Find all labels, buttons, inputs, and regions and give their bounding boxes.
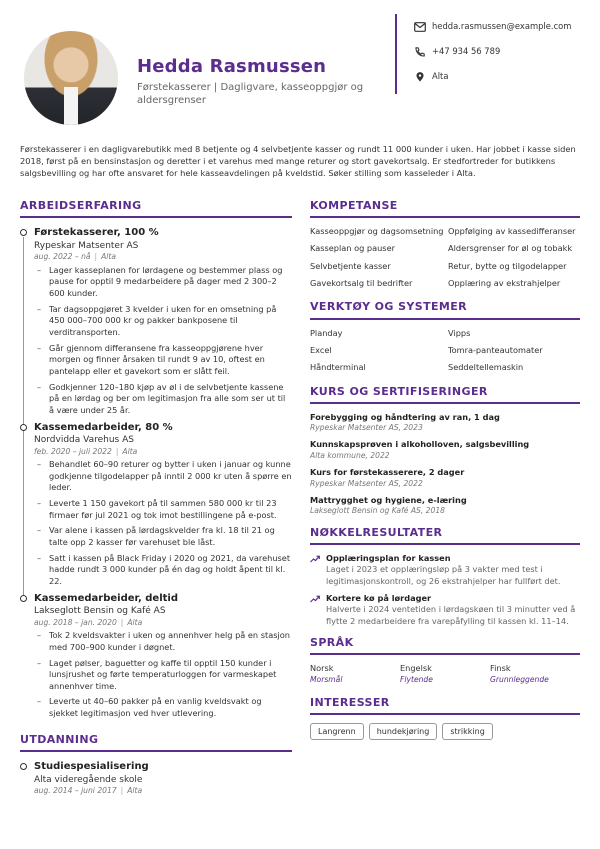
trend-up-icon	[310, 595, 320, 603]
right-column	[310, 198, 580, 740]
trend-up-icon	[310, 555, 320, 563]
experience-heading: ARBEIDSERFARING	[20, 198, 292, 218]
job-company: Rypeskar Matsenter AS	[34, 240, 139, 251]
skills-heading: KOMPETANSE	[310, 198, 580, 218]
result-title: Kortere kø på lørdager	[326, 592, 432, 603]
job-bullet: – Satt i kassen på Black Friday i 2020 og 2021, da varehuset hadde rundt 3 000 kunder på én dag og holdt åpent til kl. 22.	[34, 553, 292, 588]
course-provider: Rypeskar Matsenter AS, 2023	[310, 423, 423, 433]
job-title: Kassemedarbeider, 80 %	[34, 421, 173, 433]
job-bullet: – Behandlet 60–90 returer og bytter i uken i januar og kunne godkjenne tilgodelapper på inntil 2 000 kr uten å spørre en leder.	[34, 459, 292, 494]
language-name: Finsk	[490, 663, 511, 674]
phone-text: +47 934 56 789	[432, 46, 501, 56]
education-school: Alta videregående skole	[34, 774, 143, 785]
tool-item: Tomra-panteautomater	[448, 344, 543, 355]
job-bullet: – Lager kasseplanen for lørdagene og bestemmer plass og pause for opptil 9 medarbeidere på dager med 2 300–2 600 kunder.	[34, 265, 292, 300]
language-name: Norsk	[310, 663, 334, 674]
timeline-dot	[20, 229, 27, 236]
language-level: Morsmål	[310, 674, 343, 684]
interest-tag: strikking	[442, 723, 492, 740]
result-item	[310, 593, 580, 628]
job-bullets	[34, 265, 292, 417]
tool-item: Vipps	[448, 327, 471, 338]
person-name: Hedda Rasmussen	[137, 56, 327, 77]
tools-heading: VERKTØY OG SYSTEMER	[310, 299, 580, 319]
job-meta: aug. 2018 – jan. 2020 | Alta	[34, 617, 143, 627]
job-entry	[20, 226, 292, 416]
languages-list	[310, 663, 580, 685]
job-bullet: – Var alene i kassen på lørdagskvelder fra kl. 18 til 21 og talte opp 2 kasser før varehuset ble låst.	[34, 525, 292, 548]
timeline-line	[23, 432, 24, 598]
job-company: Nordvidda Varehus AS	[34, 435, 134, 446]
tools-list	[310, 328, 580, 374]
course-title: Kurs for førstekasserere, 2 dager	[310, 467, 465, 478]
timeline-dot	[20, 763, 27, 770]
course-provider: Rypeskar Matsenter AS, 2022	[310, 478, 423, 488]
interest-tag: hundekjøring	[369, 723, 438, 740]
results-list	[310, 553, 580, 627]
location-pin-icon	[414, 72, 426, 82]
job-location: Alta	[122, 446, 138, 456]
result-description: Laget i 2023 et opplæringsløp på 3 vakter med test i legitimasjonskontroll, og 26 ekstrahjelper har fullført det.	[326, 564, 561, 586]
tool-item: Planday	[310, 327, 343, 338]
job-entry	[20, 592, 292, 720]
skill-item: Oppfølging av kassedifferanser	[448, 226, 576, 237]
courses-list	[310, 412, 580, 517]
interest-tag: Langrenn	[310, 723, 364, 740]
job-entry	[20, 421, 292, 588]
timeline-line	[23, 237, 24, 433]
job-bullets	[34, 630, 292, 719]
skill-item: Selvbetjente kasser	[310, 260, 391, 271]
language-item	[400, 663, 490, 685]
course-provider: Lakseglott Bensin og Kafé AS, 2018	[310, 506, 446, 516]
job-bullet: – Går gjennom differansene fra kasseoppgjørene hver morgen og finner årsaken til rundt 9 av 10, oftest en pantelapp eller et gavekort som er slått feil.	[34, 343, 292, 378]
skill-item: Aldersgrenser for øl og tobakk	[448, 243, 573, 254]
language-name: Engelsk	[400, 663, 432, 674]
course-item	[310, 412, 580, 434]
profile-summary: Førstekasserer i en dagligvarebutikk med 8 betjente og 4 selvbetjente kasser og rundt 11 000 kunder i uken. Har jobbet i kasse siden 2018, først på en bensinstasjon og deretter i et varehus med mange returer og stort gavekortsalg. Er stedfortreder for butikkens salgsbevilling og har ofte ansvaret for hele kasseavdelingen på kveldstid. Søker stilling som kasseleder i Alta.	[20, 144, 576, 179]
skill-item: Retur, bytte og tilgodelapper	[448, 260, 567, 271]
skill-item: Gavekortsalg til bedrifter	[310, 278, 413, 289]
result-description: Halverte i 2024 ventetiden i lørdagskøen til 3 minutter ved å flytte 2 medarbeidere fra varepåfylling til kassen kl. 11–14.	[326, 603, 576, 626]
education-title: Studiespesialisering	[34, 760, 149, 772]
mail-icon	[414, 22, 426, 32]
course-item	[310, 495, 580, 517]
contact-location	[414, 71, 448, 83]
job-location: Alta	[127, 617, 143, 627]
skill-item: Kasseoppgjør og dagsomsetning	[310, 226, 444, 237]
education-heading: UTDANNING	[20, 732, 292, 752]
tool-item: Seddeltellemaskin	[448, 362, 524, 373]
education-meta: aug. 2014 – juni 2017 | Alta	[34, 786, 143, 796]
header-divider	[395, 14, 397, 94]
languages-heading: SPRÅK	[310, 635, 580, 655]
job-bullet: – Laget pølser, baguetter og kaffe til opptil 150 kunder i lunsjrushet og førte temperaturloggen for varmeskapet annenhver time.	[34, 658, 292, 693]
job-dates: aug. 2018 – jan. 2020	[34, 617, 117, 627]
profile-photo	[24, 31, 118, 125]
course-item	[310, 439, 580, 461]
job-meta: feb. 2020 – juli 2022 | Alta	[34, 446, 138, 456]
phone-icon	[414, 47, 426, 57]
education-dates: aug. 2014 – juni 2017	[34, 786, 117, 796]
course-title: Forebygging og håndtering av ran, 1 dag	[310, 411, 500, 422]
job-bullets	[34, 459, 292, 587]
location-text: Alta	[432, 71, 449, 81]
job-meta: aug. 2022 – nå | Alta	[34, 252, 117, 262]
results-heading: NØKKELRESULTATER	[310, 525, 580, 545]
timeline-dot	[20, 595, 27, 602]
job-title: Førstekasserer, 100 %	[34, 227, 159, 239]
language-item	[310, 663, 400, 685]
interests-list	[310, 723, 580, 740]
skills-list	[310, 226, 580, 289]
course-title: Kunnskapsprøven i alkoholloven, salgsbevilling	[310, 439, 530, 450]
job-bullet: – Leverte 1 150 gavekort på til sammen 580 000 kr til 23 firmaer før jul 2021 og tok imot bestillingene på e-post.	[34, 498, 292, 521]
skill-item: Kasseplan og pauser	[310, 243, 395, 254]
timeline-dot	[20, 424, 27, 431]
language-item	[490, 663, 580, 685]
course-item	[310, 467, 580, 489]
job-bullet: – Tar dagsoppgjøret 3 kvelder i uken for en omsetning på 450 000–700 000 kr og pakker bankposene til verditransporten.	[34, 304, 292, 339]
contact-phone[interactable]	[414, 46, 500, 58]
contact-email[interactable]	[414, 21, 571, 33]
job-company: Lakseglott Bensin og Kafé AS	[34, 606, 166, 617]
education-location: Alta	[127, 786, 143, 796]
person-subtitle: Førstekasserer | Dagligvare, kasseoppgjør og aldersgrenser	[137, 82, 364, 106]
job-bullet: – Tok 2 kveldsvakter i uken og annenhver helg på en stasjon med 700–900 kunder i døgnet.	[34, 630, 292, 653]
job-dates: feb. 2020 – juli 2022	[34, 446, 112, 456]
result-item	[310, 553, 580, 588]
course-title: Mattrygghet og hygiene, e-læring	[310, 495, 467, 506]
tool-item: Håndterminal	[310, 362, 366, 373]
language-level: Flytende	[400, 674, 433, 684]
email-text: hedda.rasmussen@example.com	[432, 21, 572, 31]
left-column	[20, 198, 292, 799]
interests-heading: INTERESSER	[310, 695, 580, 715]
job-location: Alta	[101, 252, 117, 262]
job-dates: aug. 2022 – nå	[34, 252, 91, 262]
tool-item: Excel	[310, 344, 332, 355]
job-bullet: – Godkjenner 120–180 kjøp av øl i de selvbetjente kassene på en lørdag og ber om legitimasjon fra alle som ser ut til å være under 25 år.	[34, 382, 292, 417]
job-title: Kassemedarbeider, deltid	[34, 592, 179, 604]
course-provider: Alta kommune, 2022	[310, 450, 390, 460]
resume-header	[0, 0, 600, 132]
language-level: Grunnleggende	[490, 674, 549, 684]
skill-item: Opplæring av ekstrahjelper	[448, 278, 561, 289]
education-entry	[20, 760, 292, 797]
job-bullet: – Leverte ut 40–60 pakker på en vanlig kveldsvakt og sjekket legitimasjon ved hver utlevering.	[34, 696, 292, 719]
result-title: Opplæringsplan for kassen	[326, 553, 451, 563]
courses-heading: KURS OG SERTIFISERINGER	[310, 384, 580, 404]
